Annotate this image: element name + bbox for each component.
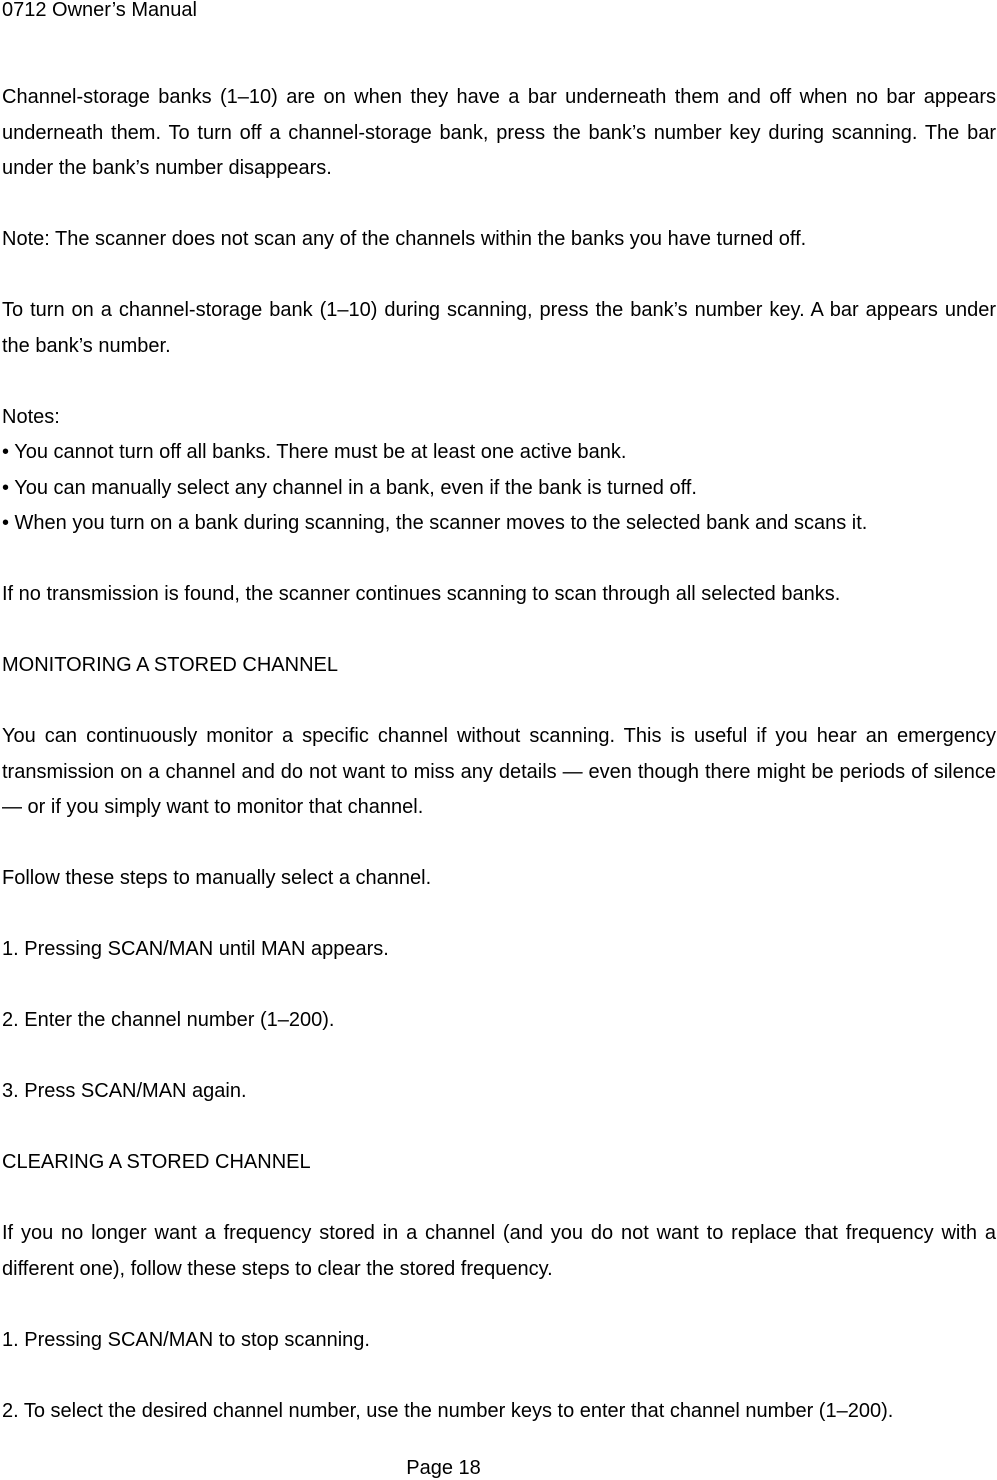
paragraph-follow-steps: Follow these steps to manually select a channel. bbox=[2, 867, 432, 889]
monitor-step: 1. Pressing SCAN/MAN until MAN appears. bbox=[2, 938, 389, 960]
paragraph-clear-description: If you no longer want a frequency stored in a channel (and you do not want to replace that frequency with a different one), follow these steps to clear the stored frequency. bbox=[2, 1222, 996, 1280]
note-text: Note: The scanner does not scan any of the channels within the banks you have turned off. bbox=[2, 228, 807, 250]
note-item: • You cannot turn off all banks. There must be at least one active bank. bbox=[2, 441, 627, 463]
monitor-step: 3. Press SCAN/MAN again. bbox=[2, 1080, 247, 1102]
monitor-step: 2. Enter the channel number (1–200). bbox=[2, 1009, 335, 1031]
note-item: • You can manually select any channel in a bank, even if the bank is turned off. bbox=[2, 476, 697, 499]
notes-label: Notes: bbox=[2, 405, 60, 428]
page-number: Page 18 bbox=[406, 1457, 481, 1479]
paragraph-monitor-description: You can continuously monitor a specific channel without scanning. This is useful if you hear an emergency transmission on a channel and do not want to miss any details — even though there might be periods of silence — or if you simply want to monitor that channel. bbox=[2, 725, 996, 818]
clear-step: 2. To select the desired channel number, use the number keys to enter that channel number (1–200). bbox=[2, 1399, 894, 1422]
section-heading-monitoring: MONITORING A STORED CHANNEL bbox=[2, 654, 338, 676]
document-header: 0712 Owner’s Manual bbox=[2, 0, 197, 21]
section-heading-clearing: CLEARING A STORED CHANNEL bbox=[2, 1151, 311, 1173]
paragraph-turn-on-bank: To turn on a channel-storage bank (1–10) during scanning, press the bank’s number key. A bar appears under the bank’s number. bbox=[2, 299, 996, 357]
note-item: • When you turn on a bank during scanning, the scanner moves to the selected bank and scans it. bbox=[2, 512, 868, 534]
notes-block bbox=[2, 400, 996, 542]
clear-step: 1. Pressing SCAN/MAN to stop scanning. bbox=[2, 1328, 370, 1351]
paragraph-no-transmission: If no transmission is found, the scanner continues scanning to scan through all selected banks. bbox=[2, 583, 841, 605]
paragraph-bank-storage: Channel-storage banks (1–10) are on when they have a bar underneath them and off when no bar appears underneath them. To turn off a channel-storage bank, press the bank’s number key during scanning. The bar under the bank’s number disappears. bbox=[2, 86, 996, 179]
page-content bbox=[2, 80, 996, 1465]
